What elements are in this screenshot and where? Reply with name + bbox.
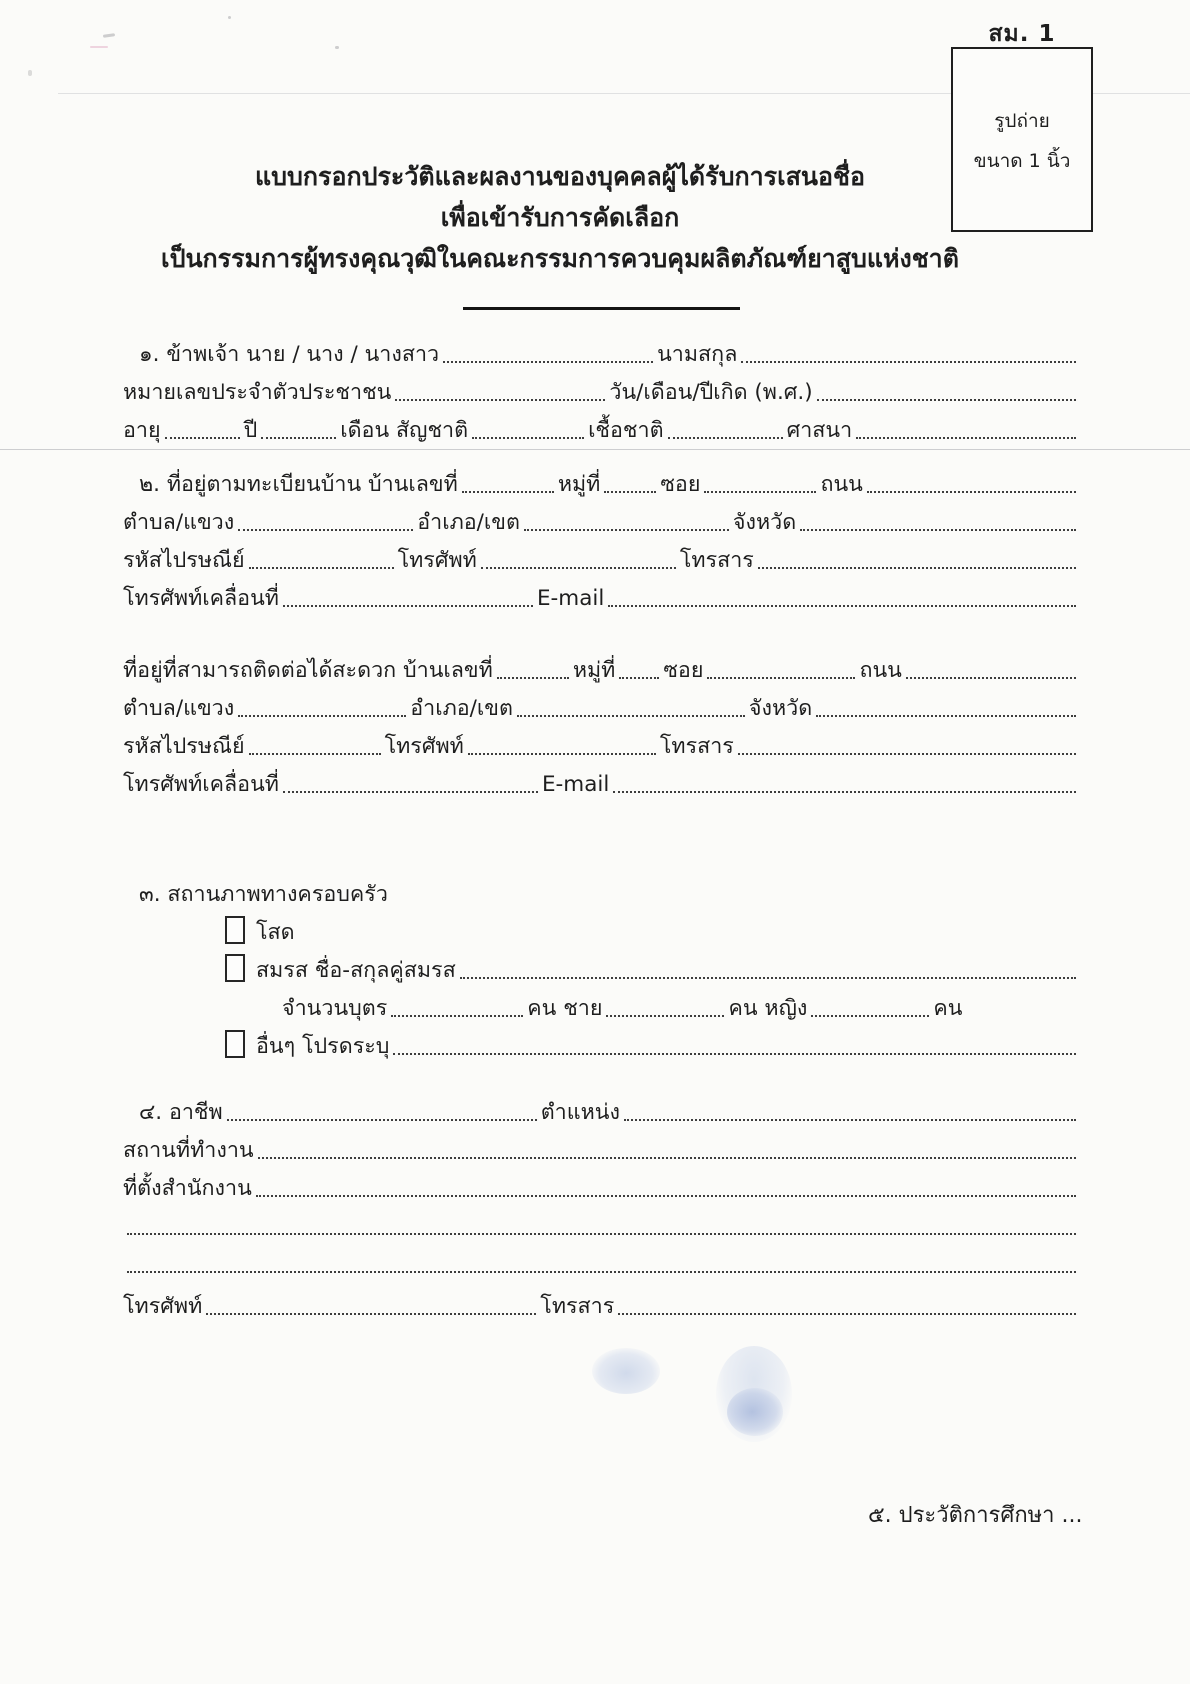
- row-children: [123, 986, 1080, 1024]
- ink-stain: [727, 1388, 783, 1436]
- checkbox: [225, 954, 245, 982]
- field-label: โทรศัพท์เคลื่อนที่: [123, 586, 279, 611]
- dotted-blank: [283, 791, 538, 793]
- dotted-blank: [624, 1119, 1076, 1121]
- field-label: อื่นๆ โปรดระบุ: [256, 1034, 390, 1059]
- form-title-line-3: เป็นกรรมการผู้ทรงคุณวุฒิในคณะกรรมการควบคุมผลิตภัณฑ์ยาสูบแห่งชาติ: [161, 244, 959, 273]
- field-label: ศาสนา: [786, 418, 853, 443]
- form-title-line-1: แบบกรอกประวัติและผลงานของบุคคลผู้ได้รับการเสนอชื่อ: [255, 162, 865, 191]
- field-label: ที่ตั้งสำนักงาน: [123, 1176, 252, 1201]
- dotted-blank: [395, 399, 605, 401]
- dotted-blank: [738, 753, 1076, 755]
- dotted-blank: [619, 677, 659, 679]
- dotted-blank: [606, 1015, 724, 1017]
- row-blank-line-2: [123, 1242, 1080, 1280]
- dotted-blank: [906, 677, 1076, 679]
- field-label: คน ชาย: [527, 996, 603, 1021]
- row-name: [123, 332, 1080, 370]
- field-label: หมายเลขประจำตัวประชาชน: [123, 380, 392, 405]
- photo-box-text: รูปถ่าย: [994, 110, 1050, 132]
- dotted-blank: [462, 491, 554, 493]
- field-label: จำนวนบุตร: [282, 996, 388, 1021]
- dotted-blank: [668, 437, 783, 439]
- field-label: โทรสาร: [659, 734, 734, 759]
- dotted-blank: [604, 491, 656, 493]
- next-section-note: ๕. ประวัติการศึกษา ...: [868, 1503, 1083, 1528]
- dotted-blank: [704, 491, 816, 493]
- row-subdistrict-1: [123, 500, 1080, 538]
- field-label: ๓. สถานภาพทางครอบครัว: [139, 882, 388, 907]
- scan-speck: [28, 70, 32, 76]
- form-code-label: สม. 1: [988, 21, 1056, 47]
- row-other-status: [123, 1024, 1080, 1062]
- field-label: E-mail: [541, 772, 610, 797]
- field-label: รหัสไปรษณีย์: [123, 548, 245, 573]
- field-label: ที่อยู่ที่สามารถติดต่อได้สะดวก บ้านเลขที่: [123, 658, 493, 683]
- field-label: ตำบล/แขวง: [123, 696, 235, 721]
- row-office-location: [123, 1166, 1080, 1204]
- field-label: ตำบล/แขวง: [123, 510, 235, 535]
- field-label: เดือน สัญชาติ: [340, 418, 469, 443]
- dotted-blank: [758, 567, 1076, 569]
- dotted-blank: [524, 529, 729, 531]
- row-age-nationality: [123, 408, 1080, 446]
- dotted-blank: [206, 1313, 536, 1315]
- dotted-blank: [227, 1119, 537, 1121]
- row-mobile-1: [123, 576, 1080, 614]
- dotted-blank: [817, 399, 1076, 401]
- photo-box-text: ขนาด 1 นิ้ว: [973, 150, 1071, 172]
- dotted-blank: [468, 753, 656, 755]
- dotted-blank: [867, 491, 1076, 493]
- row-postcode-1: [123, 538, 1080, 576]
- checkbox: [225, 1030, 245, 1058]
- field-label: นามสกุล: [657, 342, 738, 367]
- field-label: รหัสไปรษณีย์: [123, 734, 245, 759]
- dotted-blank: [393, 1053, 1076, 1055]
- field-label: โทรศัพท์: [123, 1294, 203, 1319]
- dotted-blank: [856, 437, 1076, 439]
- field-label: เชื้อชาติ: [588, 418, 664, 443]
- dotted-blank: [443, 361, 653, 363]
- row-id-birth: [123, 370, 1080, 408]
- dotted-blank: [497, 677, 569, 679]
- dotted-blank: [613, 791, 1076, 793]
- ink-stain: [592, 1348, 660, 1394]
- row-family-status-header: [123, 874, 1080, 910]
- field-label: ๒. ที่อยู่ตามทะเบียนบ้าน บ้านเลขที่: [139, 472, 458, 497]
- scan-speck: [103, 33, 115, 38]
- row-married: [123, 948, 1080, 986]
- field-label: โสด: [256, 920, 295, 945]
- dotted-blank: [816, 715, 1076, 717]
- dotted-blank: [472, 437, 584, 439]
- scan-speck: [90, 46, 108, 48]
- row-single: [123, 910, 1080, 948]
- dotted-blank: [249, 567, 394, 569]
- field-label: สถานที่ทำงาน: [123, 1138, 254, 1163]
- dotted-blank: [165, 437, 240, 439]
- dotted-blank: [261, 437, 336, 439]
- field-label: ถนน: [859, 658, 902, 683]
- dotted-blank: [391, 1015, 523, 1017]
- dotted-blank: [618, 1313, 1076, 1315]
- field-label: คน หญิง: [728, 996, 808, 1021]
- field-label: หมู่ที่: [557, 472, 601, 497]
- dotted-blank: [258, 1157, 1076, 1159]
- dotted-blank: [460, 977, 1076, 979]
- field-label: ปี: [243, 418, 258, 443]
- field-label: อายุ: [123, 418, 161, 443]
- dotted-blank: [811, 1015, 929, 1017]
- dotted-blank: [127, 1233, 1076, 1235]
- dotted-blank: [741, 361, 1076, 363]
- field-label: ถนน: [820, 472, 863, 497]
- field-label: โทรศัพท์: [384, 734, 464, 759]
- field-label: จังหวัด: [748, 696, 813, 721]
- row-postcode-2: [123, 724, 1080, 762]
- field-label: จังหวัด: [732, 510, 797, 535]
- field-label: อำเภอ/เขต: [410, 696, 513, 721]
- dotted-blank: [608, 605, 1076, 607]
- form-body: [123, 0, 1080, 1322]
- field-label: โทรสาร: [540, 1294, 615, 1319]
- row-subdistrict-2: [123, 686, 1080, 724]
- checkbox: [225, 916, 245, 944]
- dotted-blank: [238, 715, 406, 717]
- dotted-blank: [517, 715, 745, 717]
- dotted-blank: [283, 605, 533, 607]
- field-label: สมรส ชื่อ-สกุลคู่สมรส: [256, 958, 456, 983]
- dotted-blank: [127, 1271, 1076, 1273]
- field-label: ซอย: [663, 658, 704, 683]
- field-label: E-mail: [536, 586, 605, 611]
- row-workplace: [123, 1128, 1080, 1166]
- row-blank-line-1: [123, 1204, 1080, 1242]
- dotted-blank: [249, 753, 381, 755]
- field-label: ๑. ข้าพเจ้า นาย / นาง / นางสาว: [139, 342, 440, 367]
- row-contact-address: [123, 648, 1080, 686]
- dotted-blank: [256, 1195, 1076, 1197]
- field-label: คน: [933, 996, 963, 1021]
- dotted-blank: [707, 677, 855, 679]
- dotted-blank: [481, 567, 676, 569]
- row-mobile-2: [123, 762, 1080, 800]
- field-label: หมู่ที่: [572, 658, 616, 683]
- field-label: ตำแหน่ง: [540, 1100, 620, 1125]
- field-label: โทรศัพท์เคลื่อนที่: [123, 772, 279, 797]
- dotted-blank: [238, 529, 413, 531]
- dotted-blank: [800, 529, 1076, 531]
- field-label: วัน/เดือน/ปีเกิด (พ.ศ.): [609, 380, 813, 405]
- field-label: โทรสาร: [679, 548, 754, 573]
- row-phone-fax: [123, 1284, 1080, 1322]
- row-registered-address: [123, 462, 1080, 500]
- field-label: ซอย: [660, 472, 701, 497]
- form-title-line-2: เพื่อเข้ารับการคัดเลือก: [440, 203, 680, 232]
- field-label: อำเภอ/เขต: [417, 510, 520, 535]
- row-occupation: [123, 1090, 1080, 1128]
- field-label: โทรศัพท์: [397, 548, 477, 573]
- field-label: ๔. อาชีพ: [139, 1100, 223, 1125]
